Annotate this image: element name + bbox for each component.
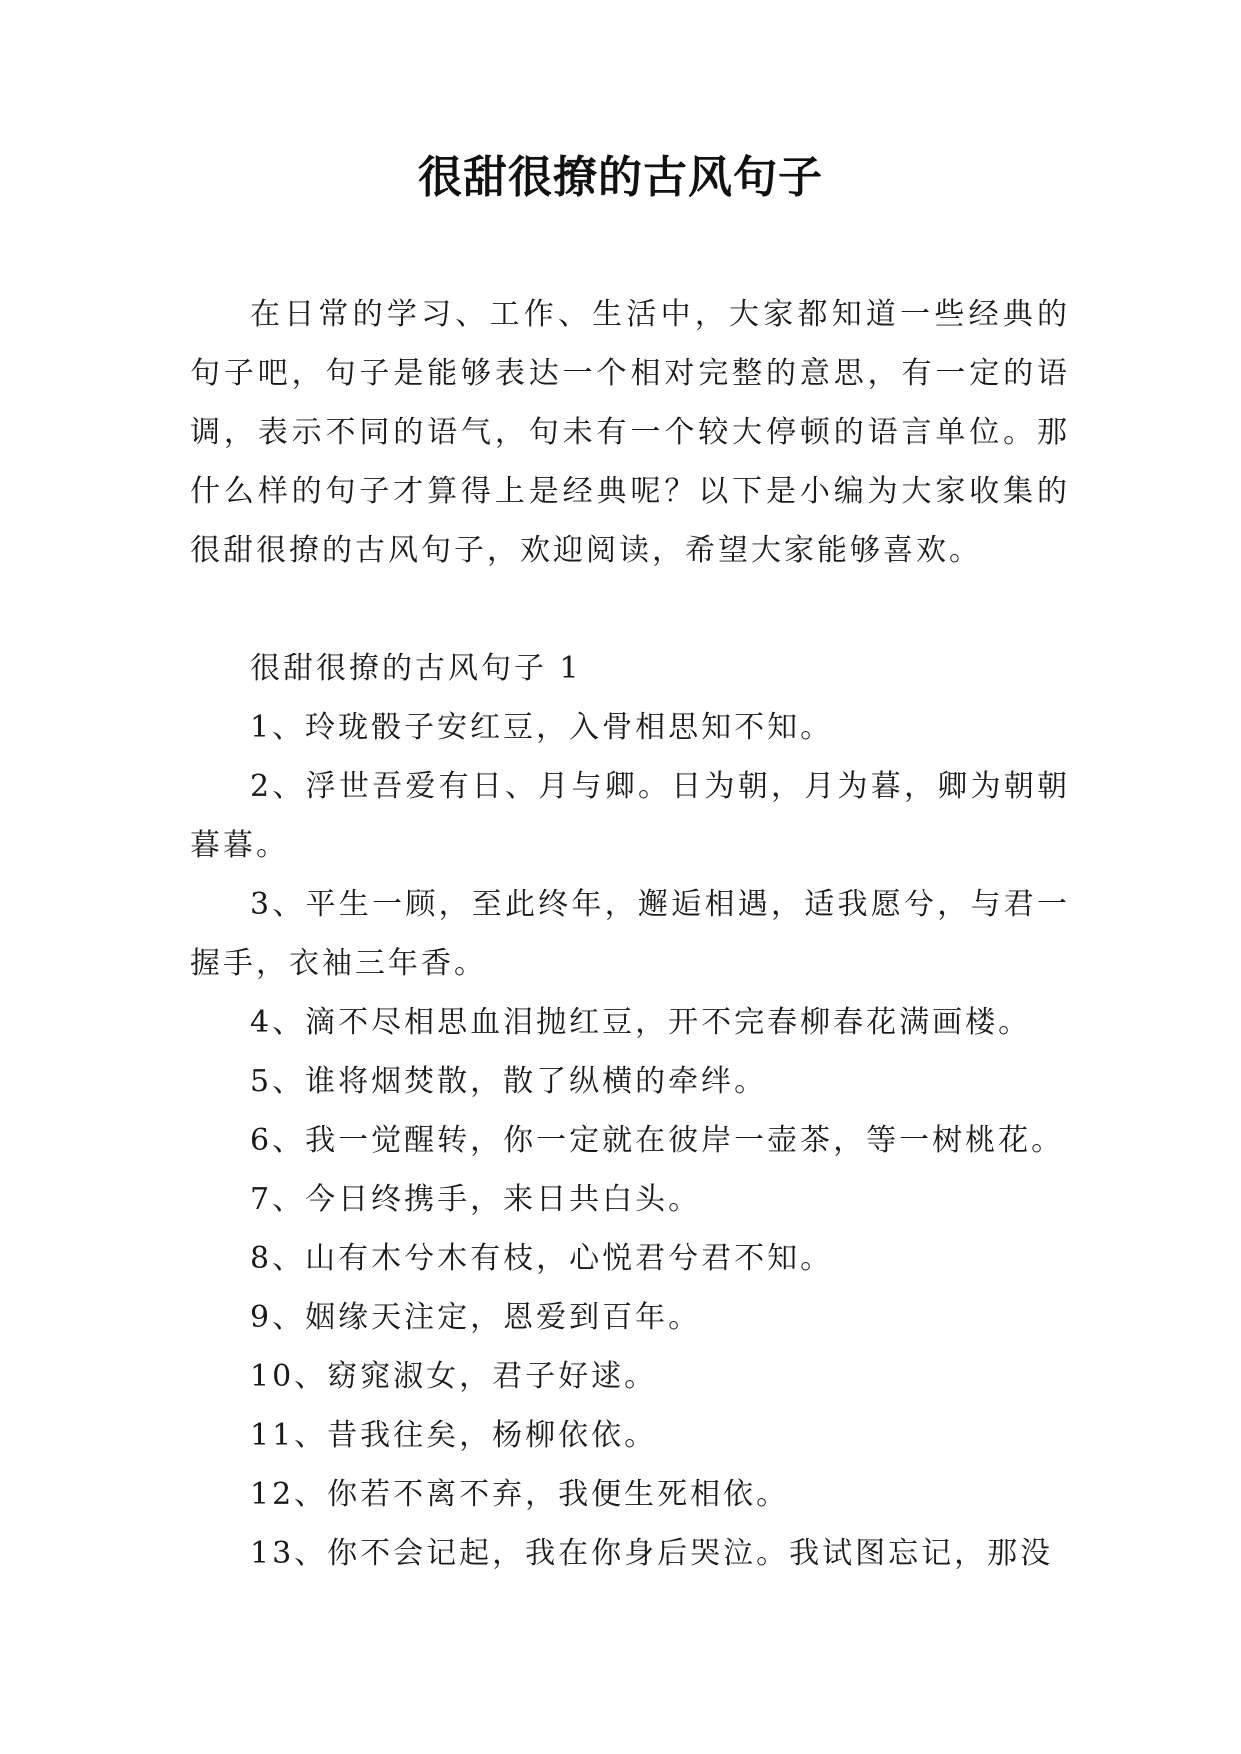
list-item: 1、玲珑骰子安红豆，入骨相思知不知。 — [250, 710, 834, 745]
list-item: 11、昔我往矣，杨柳依依。 — [250, 1418, 658, 1453]
list-item: 8、山有木兮木有枝，心悦君兮君不知。 — [250, 1241, 834, 1276]
list-item: 12、你若不离不弃，我便生死相依。 — [250, 1477, 790, 1512]
document-title: 很甜很撩的古风句子 — [418, 152, 823, 203]
list-item: 10、窈窕淑女，君子好逑。 — [250, 1359, 658, 1394]
list-item: 13、你不会记起，我在你身后哭泣。我试图忘记，那没 — [250, 1536, 1054, 1571]
document-body — [190, 285, 1070, 1583]
list-item: 2、浮世吾爱有日、月与卿。日为朝，月为暮，卿为朝朝暮暮。 — [190, 769, 1070, 863]
list-item: 9、姻缘天注定，恩爱到百年。 — [250, 1300, 702, 1335]
list-item: 3、平生一顾，至此终年，邂逅相遇，适我愿兮，与君一握手，衣袖三年香。 — [190, 887, 1070, 981]
list-item: 5、谁将烟焚散，散了纵横的牵绊。 — [250, 1064, 768, 1099]
intro-paragraph: 在日常的学习、工作、生活中，大家都知道一些经典的句子吧，句子是能够表达一个相对完整的意思，有一定的语调，表示不同的语气，句未有一个较大停顿的语言单位。那什么样的句子才算得上是经典呢？以下是小编为大家收集的很甜很撩的古风句子，欢迎阅读，希望大家能够喜欢。 — [190, 297, 1070, 568]
section-heading: 很甜很撩的古风句子 1 — [250, 651, 582, 686]
list-item: 7、今日终携手，来日共白头。 — [250, 1182, 702, 1217]
list-item: 6、我一觉醒转，你一定就在彼岸一壶茶，等一树桃花。 — [250, 1123, 1065, 1158]
list-item: 4、滴不尽相思血泪抛红豆，开不完春柳春花满画楼。 — [250, 1005, 1032, 1040]
